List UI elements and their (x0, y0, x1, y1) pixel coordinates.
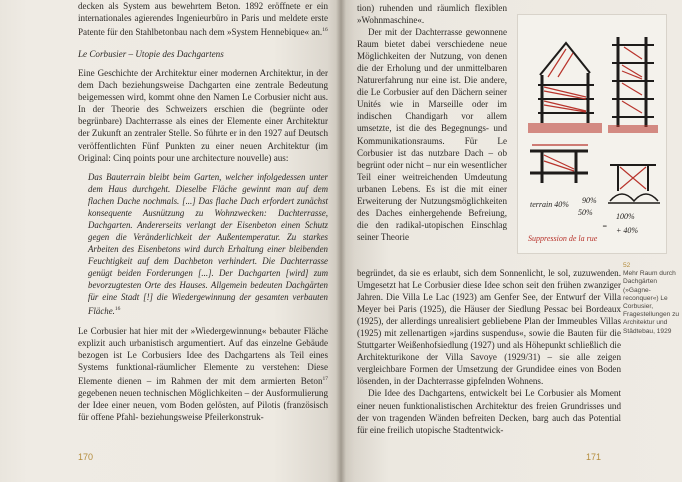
sketch-note-4: 100% (616, 212, 635, 221)
right-paragraph-3: Die Idee des Dachgartens, entwickelt bei Le Corbusier als Moment einer neuen funktionalistischen Architektur des freien Grundrisses und der von tragenden Wänden befreiten Decken, barg auch das Potential für eine freilich utopische Stadtentwick- (357, 388, 621, 435)
left-page-number: 170 (78, 452, 94, 462)
left-text-column (78, 0, 328, 424)
sketch-building-right (612, 37, 654, 127)
figure-caption (623, 262, 681, 336)
sketch-note-3: 50% (578, 208, 593, 217)
section-heading: Le Corbusier – Utopie des Dachgartens (78, 49, 224, 60)
right-paragraph-1: tion) ruhenden und räumlich flexiblen »Wohnmaschine«. (357, 3, 507, 26)
sketch-label: Suppression de la rue (528, 234, 598, 243)
right-page-number: 171 (586, 452, 602, 462)
right-paragraph-2-continued: begründet, da sie es erlaubt, sich dem Sonnenlicht, le sol, zuzuwenden. Umgesetzt hat Le Corbusier diese Idee schon seit den frühen zwanziger Jahren. Die Villa Le Lac (1923) am Genfer See, der Entwurf der Villa Meyer bei Paris (1925), die Häuser der Siedlung Pessac bei Bordeaux (1925), der allerdings unrealisiert gebliebene Plan der Immeubles Villas (1925) mit zellenartigen »jardins suspendus«, sowie die Bauten für die Stuttgarter Weißenhofsiedlung (1927) und als Höhepunkt schließlich die Architekturikone der Villa Savoye (1929/31) – sie alle zeigen vergleichbare Formen der Umsetzung der Grundidee eines von Boden lösenden, in der Dachterrasse gipfelnden Wohnens. (357, 268, 621, 387)
right-text-column-full (357, 267, 621, 436)
sketch-note-5: = (602, 222, 608, 231)
sketch-slabs-right (610, 165, 656, 191)
left-paragraph-1: decken als System aus bewehrtem Beton. 1892 eröffnete er ein internationales agierendes Ingenieurbüro in Paris und meldete erste Patente für den Stahlbetonbau nach dem »System Hennebique« an.$^{16}$ (78, 1, 328, 38)
sketch-red-band (532, 145, 588, 171)
right-paragraph-2: Der mit der Dachterrasse gewonnene Raum bietet dabei verschiedene neue Möglichkeiten der Nutzung, von denen die der Erholung und der unmittelbaren Naturerfahrung nur eine ist. Die andere, die Le Corbusier auf den Dächern seiner Unités wie in Marseille oder im indischen Chandigarh vor allem umsetzte, ist die des Begegnungs- und Kommunikationsraums. Für Le Corbusier ist das nutzbare Dach – ob begrünt oder nicht – nur ein wesentlicher Teil einer weitreichenden Umdeutung urbanen Lebens. Es ist die mit einer Erweiterung der Nutzungsmöglichkeiten des Daches einhergehende Befreiung, die den radikal-utopischen Einschlag seiner Theorie (357, 27, 507, 242)
footnote-marker: 16 (114, 306, 121, 313)
le-corbusier-sketch (518, 15, 666, 253)
sketch-note-1: terrain 40% (530, 200, 569, 209)
right-page (341, 0, 682, 482)
left-paragraph-3: Le Corbusier hat hier mit der »Wiedergewinnung« bebauter Fläche explizit auch urbanistisch argumentiert. Auf das einzelne Gebäude bezogen ist Le Corbusiers Idee des Dachgartens als Teil eines Systems funktional-räumlicher Elemente zu verstehen: Diese Elemente dienen – im Rahmen der mit dem armierten Beton$^{17}$ gegebenen neuen technischen Möglichkeiten – der Ausformulierung der Idee einer neuen, vom Boden gelösten, auf Pilotis (französisch für offene Pfahl- beziehungsweise Pfeilerkonstruk- (78, 326, 328, 423)
sketch-red-hatching-left (528, 49, 602, 133)
sketch-red-hatching-right (608, 47, 658, 133)
sketch-pilotis (530, 151, 588, 183)
footnote-marker: 16 (322, 27, 328, 34)
sketch-note-6: + 40% (616, 226, 639, 235)
block-quote: Das Bauterrain bleibt beim Garten, welcher infolgedessen unter dem Haus durchgeht. Dieselbe Fläche gewinnt man auf dem flachen Dache nochmals. [...] Das flache Dach erfordert zunächst konsequente Ausnützung zu Wohnzwecken: Dachterrasse, Dachgarten. Andererseits verlangt der Eisenbeton einen Schutz gegen die Veränderlichkeit der Außentemperatur. Zu starkes Arbeiten des Eisenbetons wird durch Erhaltung einer bleibenden Feuchtigkeit auf dem Dachbeton verhindert. Die Dachterrasse genügt beiden Forderungen [...]. Der Dachgarten [wird] zum bevorzugtesten Orte des Hauses. Allgemein bedeuten Dachgärten für eine Stadt [!] die Wiedergewinnung der gesamten verbauten Fläche.$^{16}$ (88, 171, 328, 317)
right-text-column-narrow (357, 2, 507, 243)
book-gutter (336, 0, 346, 482)
sketch-arcs (608, 194, 660, 203)
sketch-note-2: 90% (582, 196, 597, 205)
left-paragraph-2: Eine Geschichte der Architektur einer modernen Architektur, in der dem Dach beziehungsweise Dachgarten eine zentrale Bedeutung beigemessen wird, kommt ohne den Namen Le Corbusier nicht aus. In der Theorie des Schweizers erschien die (begrünte oder begrünbare) Dachterrasse als eines der Elemente einer Architektur der Zukunft an zentraler Stelle. So führte er in den 1927 auf Deutsch veröffentlichten Fünf Punkten zu einer neuen Architektur (im Original: Cinq points pour une architecture nouvelle) aus: (78, 68, 328, 163)
sketch-figure (517, 14, 667, 254)
caption-text: Mehr Raum durch Dachgärten (»Gagne-reconquer«) Le Corbusier, Fragestellungen zu Architektur und Städtebau, 1929 (623, 270, 680, 335)
caption-number: 52 (623, 262, 631, 269)
footnote-marker: 17 (322, 376, 328, 383)
